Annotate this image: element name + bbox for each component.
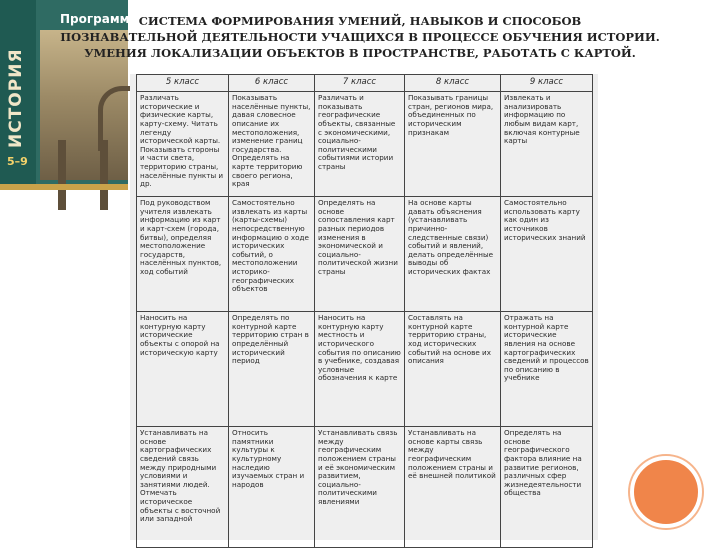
table-cell: Различать исторические и физические карты, карту-схему. Читать легенду исторической карты. Показывать стороны и части света, территорию страны, населённые пункты и др. (137, 92, 229, 197)
table-row (137, 312, 593, 427)
header-grade-5: 5 класс (137, 75, 229, 92)
table-row (137, 427, 593, 548)
pillar-right (100, 140, 108, 210)
table-header-row (137, 75, 593, 92)
table-cell: Самостоятельно извлекать из карты (карты-схемы) непосредственную информацию о ходе исторических событий, о местоположении историко-географических объектов (229, 197, 315, 312)
slide-title-line-2: ПОЗНАВАТЕЛЬНОЙ ДЕЯТЕЛЬНОСТИ УЧАЩИХСЯ В ПРОЦЕССЕ ОБУЧЕНИЯ ИСТОРИИ. (60, 30, 660, 44)
table-cell: Отражать на контурной карте исторические явления на основе картографических сведений и процессов по описанию в учебнике (501, 312, 593, 427)
table-cell: Устанавливать на основе картографических сведений связь между природными условиями и занятиями людей. Отмечать историческое объекты с восточной или западной (137, 427, 229, 548)
table-cell: Наносить на контурную карту местность и исторического события по описанию в учебнике, создавая условные обозначения к карте (315, 312, 405, 427)
decorative-orange-circle (630, 456, 702, 528)
table-cell: Устанавливать связь между географическим положением страны и её экономическим развитием, социально-политическими явлениями (315, 427, 405, 548)
table-cell: Самостоятельно использовать карту как один из источников исторических знаний (501, 197, 593, 312)
header-grade-6: 6 класс (229, 75, 315, 92)
table-cell: Извлекать и анализировать информацию по любым видам карт, включая контурные карты (501, 92, 593, 197)
slide-title-line-1: СИСТЕМА ФОРМИРОВАНИЯ УМЕНИЙ, НАВЫКОВ И СПОСОБОВ (138, 14, 582, 28)
textbook-cover-image (0, 0, 138, 190)
header-grade-8: 8 класс (405, 75, 501, 92)
table-cell: Составлять на контурной карте территорию страны, ход исторических событий на основе их описания (405, 312, 501, 427)
skills-table (136, 74, 593, 548)
table-cell: Определять на основе географического фактора влияние на развитие регионов, различных сфер жизнедеятельности общества (501, 427, 593, 548)
cover-grades: 5–9 (7, 155, 28, 168)
table-cell: Наносить на контурную карту исторические объекты с опорой на историческую карту (137, 312, 229, 427)
table-cell: Определять на основе сопоставления карт разных периодов изменения в экономической и социально-политической жизни страны (315, 197, 405, 312)
table-row (137, 92, 593, 197)
cover-vertical-title: ИСТОРИЯ (6, 48, 26, 148)
table-cell: Различать и показывать географические объекты, связанные с экономическими, социально-политическими событиями истории страны (315, 92, 405, 197)
slide-title-line-3: УМЕНИЯ ЛОКАЛИЗАЦИИ ОБЪЕКТОВ В ПРОСТРАНСТВЕ, РАБОТАТЬ С КАРТОЙ. (84, 46, 636, 60)
table-cell: На основе карты давать объяснения (устанавливать причинно-следственные связи) событий и явлений, делать определённые выводы об исторических фактах (405, 197, 501, 312)
table-cell: Показывать границы стран, регионов мира, объединенных по историческим признакам (405, 92, 501, 197)
table-cell: Устанавливать на основе карты связь между географическим положением страны и её внешней политикой (405, 427, 501, 548)
cover-title: Программа (60, 12, 138, 26)
table-cell: Под руководством учителя извлекать информацию из карт и карт-схем (города, битвы), определяя местоположение государств, населённых пунктов, ход событий (137, 197, 229, 312)
header-grade-9: 9 класс (501, 75, 593, 92)
table-cell: Относить памятники культуры к культурному наследию изучаемых стран и народов (229, 427, 315, 548)
table-cell: Показывать населённые пункты, давая словесное описание их местоположения, изменение границ государства. Определять на карте территорию своего региона, края (229, 92, 315, 197)
scanned-table-area (130, 74, 598, 540)
cover-strip (0, 184, 128, 190)
table-row (137, 197, 593, 312)
header-grade-7: 7 класс (315, 75, 405, 92)
pillar-left (58, 140, 66, 210)
table-cell: Определять по контурной карте территорию стран в определённый исторический период (229, 312, 315, 427)
